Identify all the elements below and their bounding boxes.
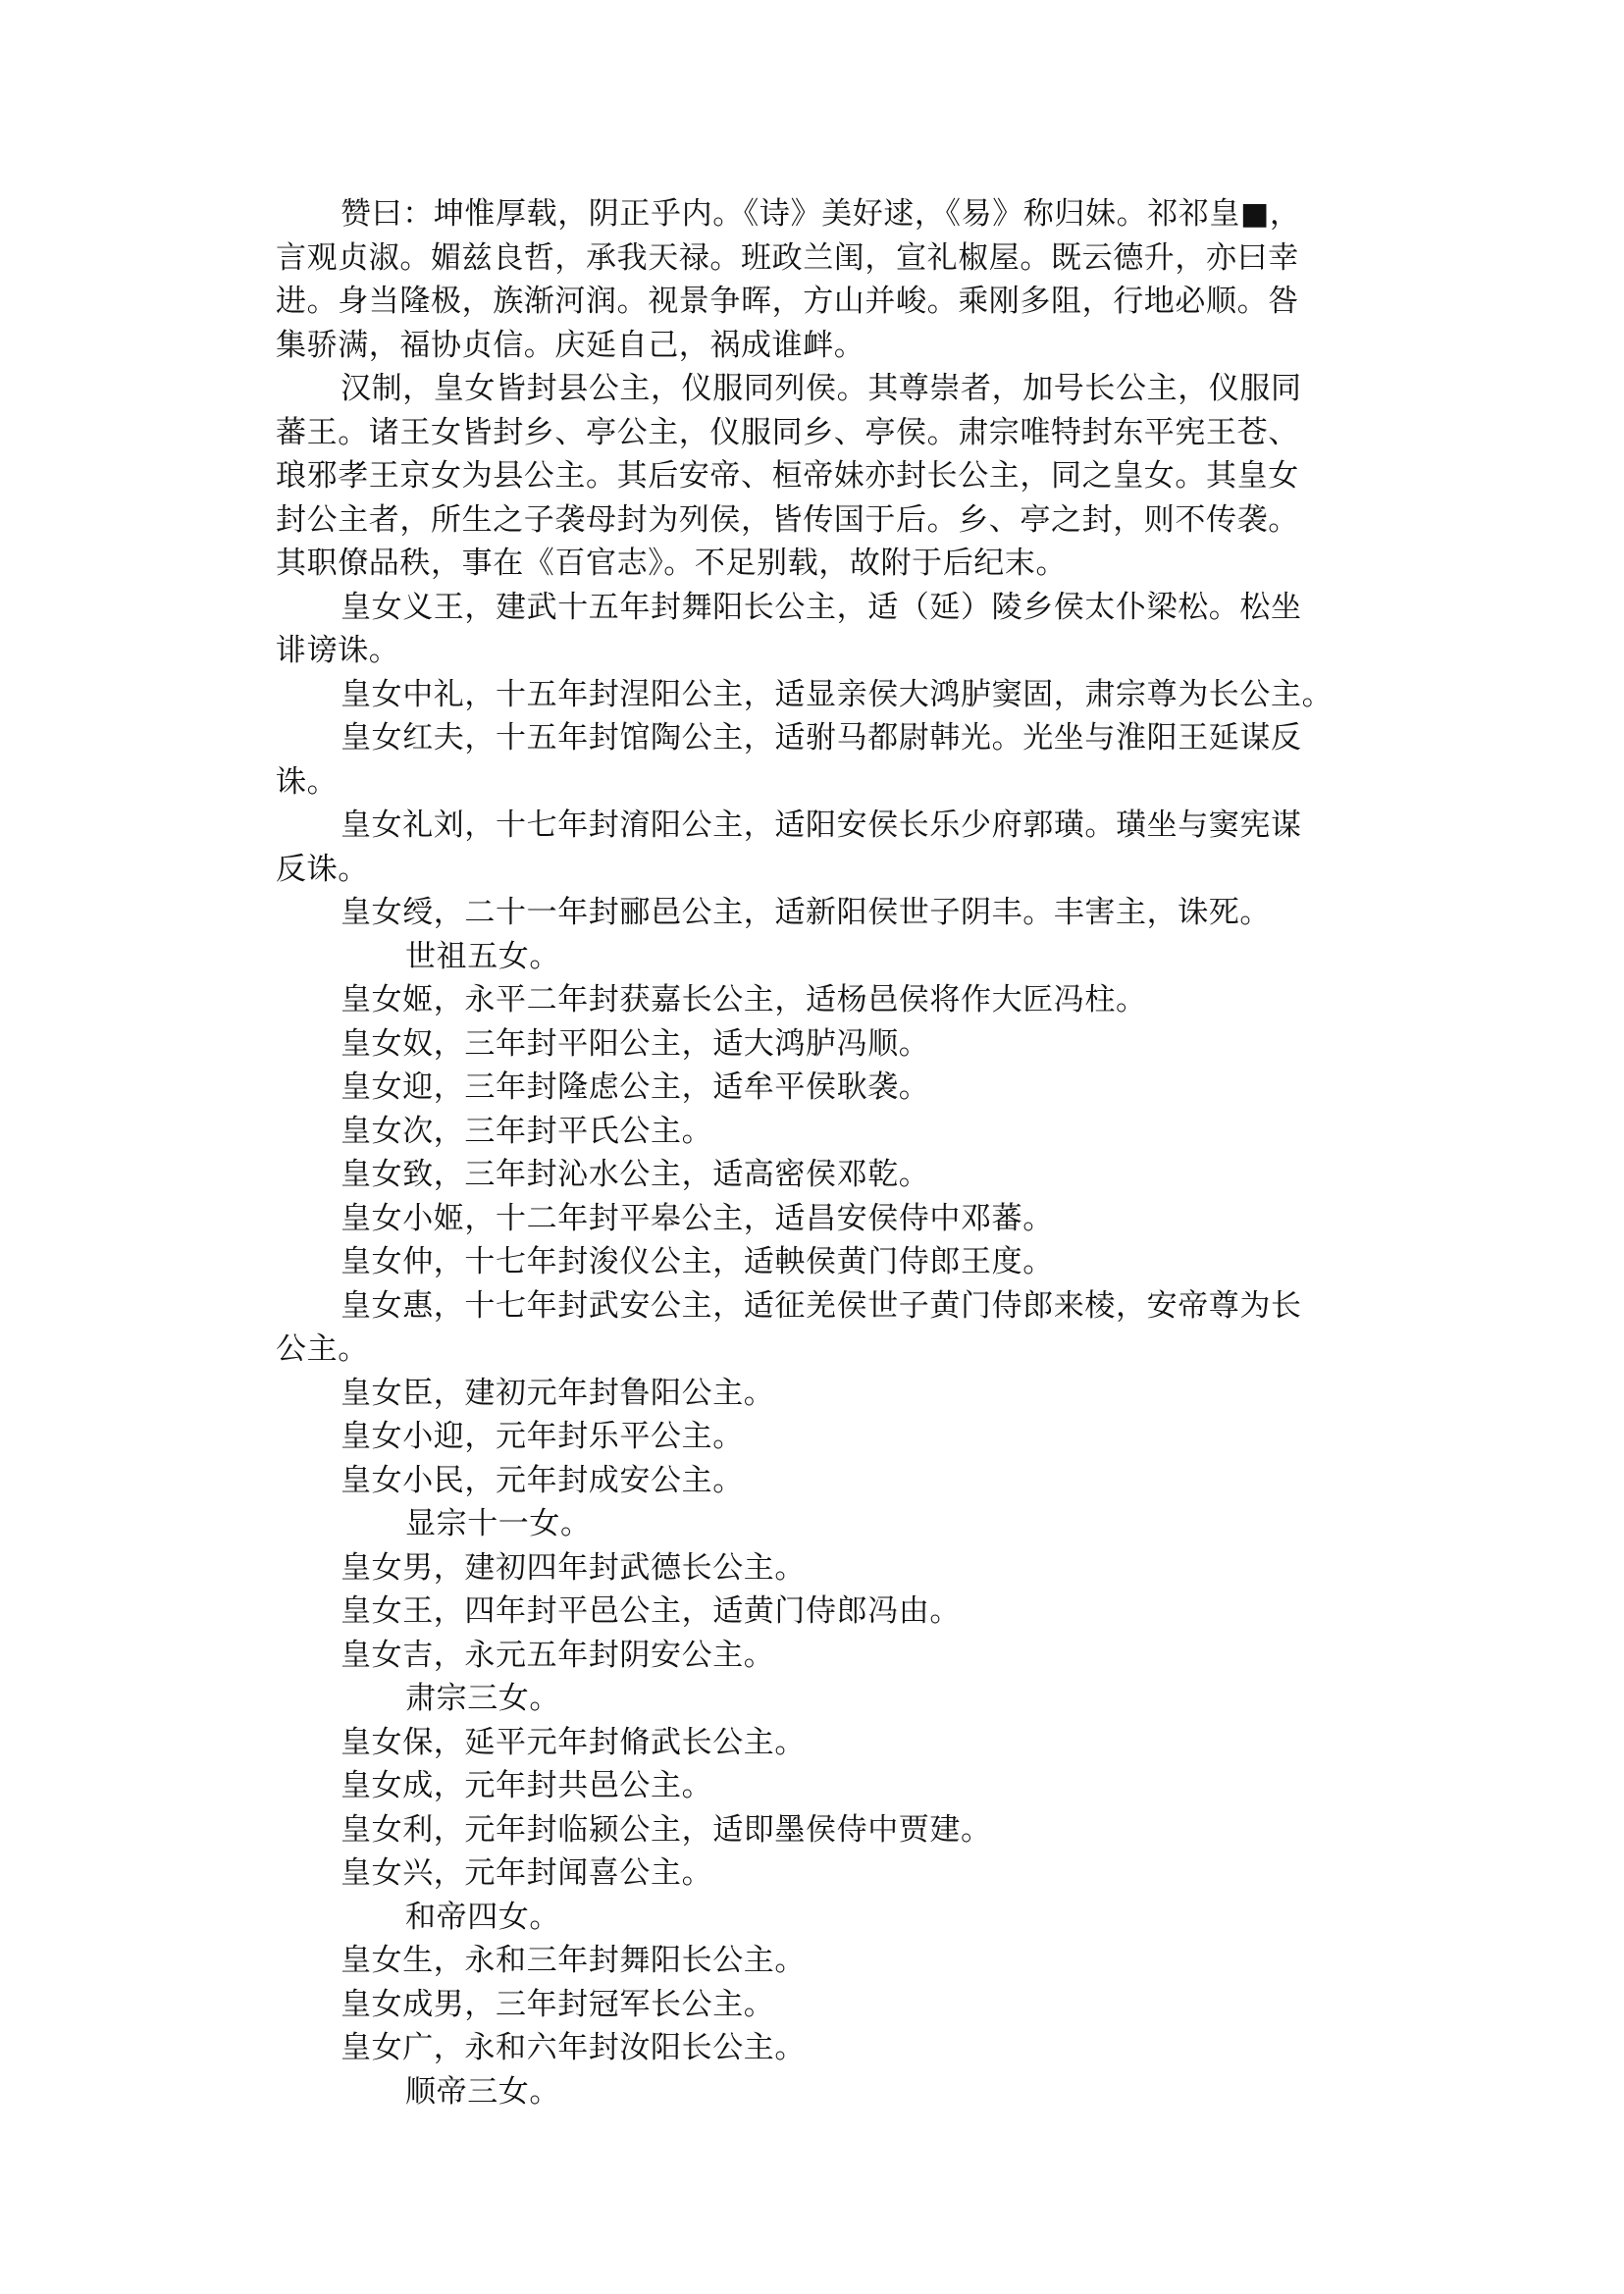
section-heading: 肃宗三女。 xyxy=(405,1681,560,1716)
text-line: 皇女惠，十七年封武安公主，适征羌侯世子黄门侍郎来棱，安帝尊为长 xyxy=(341,1287,1302,1324)
text-line: 皇女中礼，十五年封涅阳公主，适显亲侯大鸿胪窦固，肃宗尊为长公主。 xyxy=(341,676,1334,712)
text-line: 皇女男，建初四年封武德长公主。 xyxy=(341,1549,806,1586)
text-line: 诽谤诛。 xyxy=(276,633,400,668)
text-line: 集骄满，福协贞信。庆延自己，祸成谁衅。 xyxy=(276,327,865,363)
text-line: 汉制，皇女皆封县公主，仪服同列侯。其尊崇者，加号长公主，仪服同 xyxy=(341,371,1302,406)
text-line: 皇女姬，永平二年封获嘉长公主，适杨邑侯将作大匠冯柱。 xyxy=(341,982,1147,1017)
text-line: 皇女生，永和三年封舞阳长公主。 xyxy=(341,1943,806,1978)
text-line: 皇女致，三年封沁水公主，适高密侯邓乾。 xyxy=(341,1157,930,1192)
section-heading: 世祖五女。 xyxy=(405,938,560,974)
text-line: 皇女成男，三年封冠军长公主。 xyxy=(341,1986,775,2022)
text-line: 皇女臣，建初元年封鲁阳公主。 xyxy=(341,1375,775,1411)
text-line: 诛。 xyxy=(276,763,339,800)
document-page xyxy=(276,192,1369,2113)
text-line: 皇女礼刘，十七年封淯阳公主，适阳安侯长乐少府郭璜。璜坐与窦宪谋 xyxy=(341,808,1302,843)
text-line: 其职僚品秩，事在《百官志》。不足别载，故附于后纪末。 xyxy=(276,546,1068,581)
text-line: 皇女红夫，十五年封馆陶公主，适驸马都尉韩光。光坐与淮阳王延谋反 xyxy=(341,720,1302,756)
text-line: 皇女利，元年封临颍公主，适即墨侯侍中贾建。 xyxy=(341,1811,992,1848)
text-line: 皇女广，永和六年封汝阳长公主。 xyxy=(341,2030,806,2065)
text-line: 皇女奴，三年封平阳公主，适大鸿胪冯顺。 xyxy=(341,1025,930,1062)
text-line: 皇女仲，十七年封浚仪公主，适軮侯黄门侍郎王度。 xyxy=(341,1244,1054,1279)
text-line: 蕃王。诸王女皆封乡、亭公主，仪服同乡、亭侯。肃宗唯特封东平宪王苍、 xyxy=(276,414,1299,450)
text-line: 反诛。 xyxy=(276,851,369,887)
text-line: 赞曰：坤惟厚载，阴正乎内。《诗》美好逑，《易》称归妹。祁祁皇■， xyxy=(341,196,1301,232)
text-line: 言观贞淑。媚兹良哲，承我天禄。班政兰闺，宣礼椒屋。既云德升，亦曰幸 xyxy=(276,239,1299,276)
text-line: 皇女保，延平元年封脩武长公主。 xyxy=(341,1724,806,1760)
text-line: 皇女迎，三年封隆虑公主，适牟平侯耿袭。 xyxy=(341,1069,930,1105)
text-line: 进。身当隆极，族渐河润。视景争晖，方山并峻。乘刚多阻，行地必顺。咎 xyxy=(276,284,1299,319)
text-line: 皇女小姬，十二年封平皋公主，适昌安侯侍中邓蕃。 xyxy=(341,1200,1054,1236)
text-line: 皇女吉，永元五年封阴安公主。 xyxy=(341,1637,775,1673)
text-line: 皇女小民，元年封成安公主。 xyxy=(341,1462,744,1498)
text-line: 皇女义王，建武十五年封舞阳长公主，适（延）陵乡侯太仆梁松。松坐 xyxy=(341,589,1302,625)
text-line: 皇女小迎，元年封乐平公主。 xyxy=(341,1419,744,1454)
text-line: 封公主者，所生之子袭母封为列侯，皆传国于后。乡、亭之封，则不传袭。 xyxy=(276,501,1299,538)
text-line: 皇女次，三年封平氏公主。 xyxy=(341,1113,713,1149)
section-heading: 顺帝三女。 xyxy=(405,2073,560,2110)
section-heading: 和帝四女。 xyxy=(405,1899,560,1935)
text-line: 皇女绶，二十一年封郦邑公主，适新阳侯世子阴丰。丰害主，诛死。 xyxy=(341,895,1271,930)
text-line: 皇女成，元年封共邑公主。 xyxy=(341,1768,713,1803)
text-line: 皇女王，四年封平邑公主，适黄门侍郎冯由。 xyxy=(341,1593,961,1629)
text-line: 公主。 xyxy=(276,1331,369,1367)
text-line: 皇女兴，元年封闻喜公主。 xyxy=(341,1855,713,1891)
section-heading: 显宗十一女。 xyxy=(405,1506,592,1541)
text-line: 琅邪孝王京女为县公主。其后安帝、桓帝妹亦封长公主，同之皇女。其皇女 xyxy=(276,458,1299,494)
